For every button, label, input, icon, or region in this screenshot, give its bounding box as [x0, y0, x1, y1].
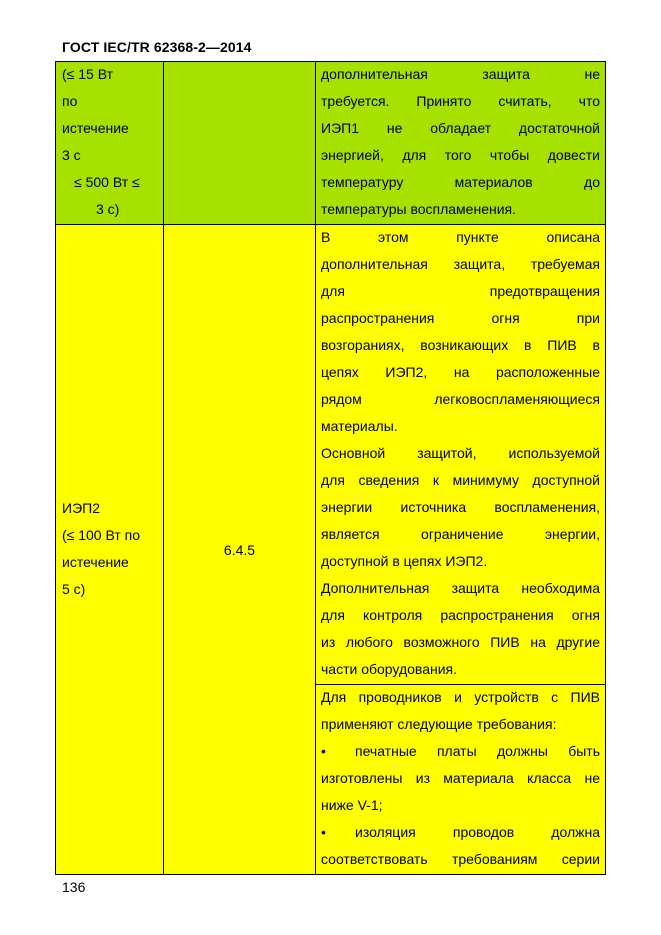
cell-line: Для проводников и устройств с ПИВ	[321, 689, 600, 705]
clause-cell	[164, 62, 316, 225]
cell-line: печатные платы должны быть	[355, 743, 600, 759]
cell-line: изготовлены из материала класса не	[321, 770, 600, 786]
cell-line: требуется. Принято считать, что	[321, 93, 600, 109]
cell-line: цепях ИЭП2, на расположенные	[321, 364, 600, 380]
cell-line: материалы.	[321, 418, 398, 434]
cell-line: для предотвращения	[321, 283, 600, 299]
cell-line: (≤ 100 Вт по	[62, 526, 141, 543]
cell-line: для контроля распространения огня	[321, 607, 600, 623]
cell-line: возгораниях, возникающих в ПИВ в	[321, 337, 600, 353]
cell-line: В этом пункте описана	[321, 229, 600, 245]
cell-line: 3 с	[62, 147, 81, 163]
cell-line: дополнительная защита не	[321, 66, 600, 82]
table-row	[56, 62, 606, 225]
cell-line: соответствовать требованиям серии	[321, 851, 600, 867]
cell-line: температуру материалов до	[321, 174, 600, 190]
requirements-cell	[316, 685, 606, 875]
cell-line: доступной в цепях ИЭП2.	[321, 553, 488, 569]
description-cell	[316, 62, 606, 225]
cell-line: является ограничение энергии,	[321, 526, 600, 542]
cell-line: распространения огня при	[321, 310, 600, 326]
cell-line: 3 с)	[96, 201, 120, 217]
cell-line: ИЭП1 не обладает достаточной	[321, 120, 600, 136]
energy-class-cell	[56, 62, 164, 225]
cell-line: применяют следующие требования:	[321, 716, 557, 732]
table-row	[56, 225, 606, 685]
cell-line: истечение	[62, 553, 129, 570]
cell-line: энергией, для того чтобы довести	[321, 147, 600, 163]
cell-line: для сведения к минимуму доступной	[321, 472, 600, 488]
description-cell	[316, 225, 606, 685]
cell-line: ИЭП2	[62, 499, 100, 516]
document-header: ГОСТ IEC/TR 62368-2—2014	[62, 39, 252, 55]
bullet-line	[321, 820, 600, 847]
cell-line: изоляция проводов должна	[355, 824, 600, 840]
cell-line: из любого возможного ПИВ на другие	[321, 634, 600, 650]
requirements-table	[55, 61, 606, 875]
cell-line: ≤ 500 Вт ≤	[74, 174, 140, 190]
energy-class-cell	[56, 225, 164, 875]
cell-line: ниже V-1;	[321, 797, 383, 813]
cell-line: Дополнительная защита необходима	[321, 580, 600, 596]
cell-line: рядом легковоспламеняющиеся	[321, 391, 600, 407]
cell-line: 5 с)	[62, 580, 86, 597]
bullet-icon: •	[321, 743, 326, 759]
cell-line: по	[62, 93, 78, 109]
cell-line: энергии источника воспламенения,	[321, 499, 600, 515]
bullet-icon: •	[321, 824, 326, 840]
cell-line: (≤ 15 Вт	[62, 66, 113, 82]
cell-line: части оборудования.	[321, 661, 458, 677]
cell-line: истечение	[62, 120, 129, 136]
clause-cell: 6.4.5	[164, 225, 316, 875]
page-number: 136	[62, 879, 86, 895]
cell-line: температуры воспламенения.	[321, 201, 517, 217]
cell-line: Основной защитой, используемой	[321, 445, 600, 461]
cell-line: дополнительная защита, требуемая	[321, 256, 600, 272]
bullet-line	[321, 739, 600, 766]
